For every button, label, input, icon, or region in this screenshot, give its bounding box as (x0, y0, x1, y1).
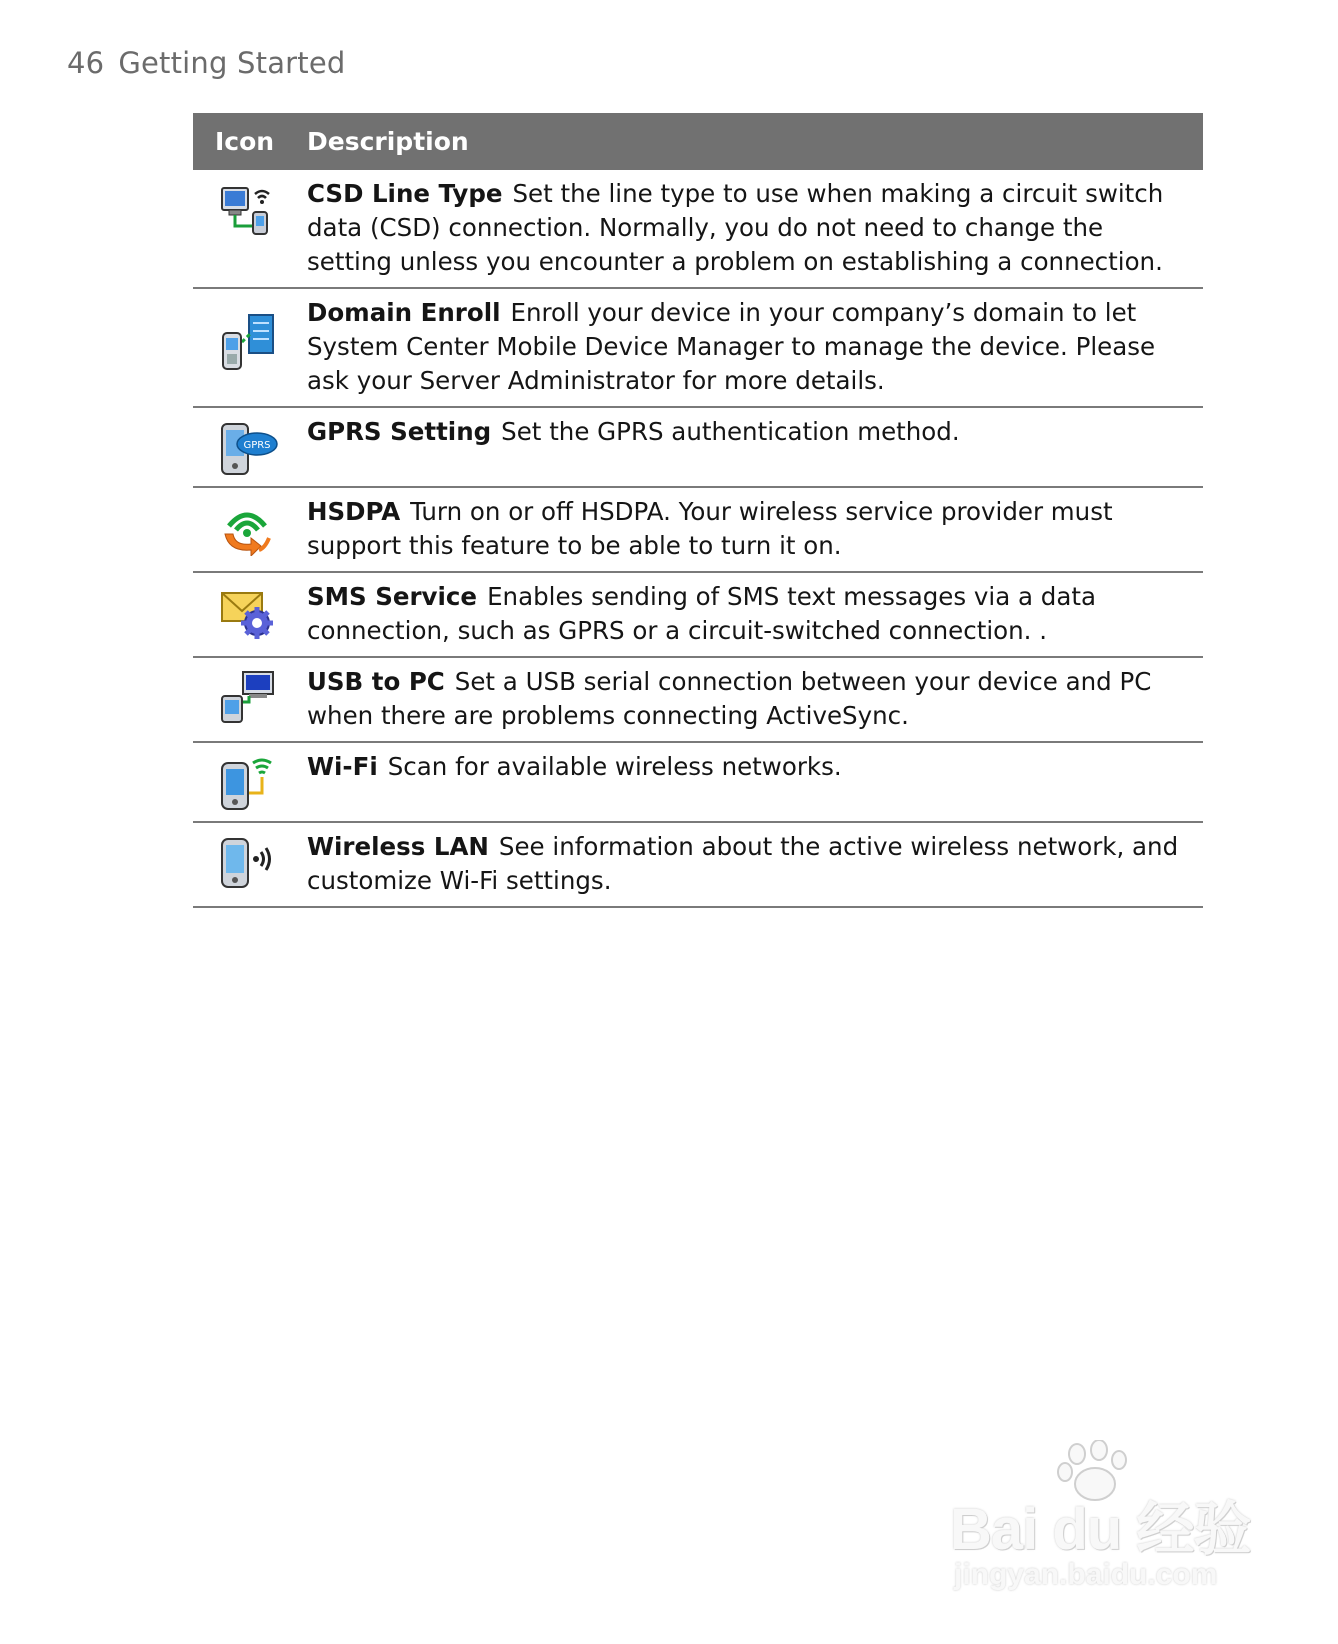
table-row (193, 742, 1203, 822)
table-row (193, 487, 1203, 572)
icon-description-table (193, 113, 1203, 908)
watermark (950, 1440, 1270, 1600)
item-term: Wi-Fi (307, 752, 378, 781)
item-description: Turn on or off HSDPA. Your wireless service provider must support this feature to be able to turn it on. (307, 497, 1113, 560)
table-header-row (193, 113, 1203, 170)
item-term: CSD Line Type (307, 179, 503, 208)
description-column-header: Description (305, 113, 1203, 170)
sms-service-icon (219, 585, 277, 641)
table-row (193, 657, 1203, 742)
csd-line-type-icon (219, 182, 275, 238)
domain-enroll-icon (219, 311, 277, 373)
item-term: GPRS Setting (307, 417, 492, 446)
table-row (193, 407, 1203, 487)
wifi-icon (219, 755, 277, 813)
gprs-setting-icon (219, 420, 279, 478)
hsdpa-icon (219, 500, 275, 556)
item-description: Set the line type to use when making a circuit switch data (CSD) connection. Normally, you do not need to change the setting unless you encounter a problem on establishing a connection. (307, 179, 1164, 276)
item-term: USB to PC (307, 667, 445, 696)
item-description: Enroll your device in your company’s domain to let System Center Mobile Device Manager to manage the device. Please ask your Server Administrator for more details. (307, 298, 1156, 395)
page-header (67, 46, 346, 80)
item-description: See information about the active wireless network, and customize Wi-Fi settings. (307, 832, 1179, 895)
item-description: Set the GPRS authentication method. (501, 417, 960, 446)
gprs-icon-label: GPRS (243, 440, 271, 451)
usb-to-pc-icon (219, 670, 277, 726)
wireless-lan-icon (219, 835, 277, 891)
item-description: Set a USB serial connection between your device and PC when there are problems connecting ActiveSync. (307, 667, 1152, 730)
table-row (193, 572, 1203, 657)
page-number: 46 (67, 46, 105, 80)
table-row (193, 822, 1203, 907)
item-term: Domain Enroll (307, 298, 501, 327)
section-title: Getting Started (118, 46, 346, 80)
watermark-url: jingyan.baidu.com (954, 1558, 1218, 1591)
table-row (193, 170, 1203, 288)
item-description: Enables sending of SMS text messages via a data connection, such as GPRS or a circuit-switched connection. . (307, 582, 1096, 645)
item-term: Wireless LAN (307, 832, 489, 861)
item-term: HSDPA (307, 497, 401, 526)
item-description: Scan for available wireless networks. (387, 752, 842, 781)
icon-column-header: Icon (193, 113, 305, 170)
table-row (193, 288, 1203, 407)
item-term: SMS Service (307, 582, 478, 611)
watermark-brand: Bai du 经验 (950, 1497, 1251, 1562)
